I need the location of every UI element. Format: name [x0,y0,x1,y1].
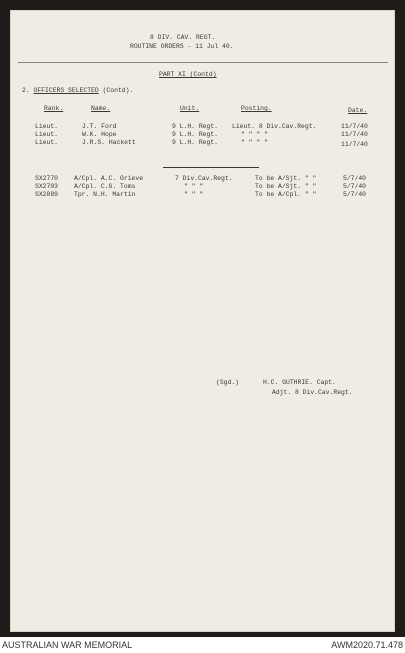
officer-row-3-name: J.R.S. Hackett [82,139,136,146]
other-row-3-unit: " " " [184,191,204,198]
header-unit: 8 DIV. CAV. REGT. [150,34,216,41]
other-row-2-number: SX2703 [35,183,59,190]
other-row-3-date: 5/7/40 [343,191,367,198]
col-header-date: Date. [348,107,368,114]
other-row-1-unit: 7 Div.Cav.Regt. [175,175,233,182]
other-row-2-unit: " " " [184,183,204,190]
officer-row-1-rank: Lieut. [35,123,59,130]
officer-row-3-date: 11/7/40 [341,141,368,148]
other-row-1-number: SX2770 [35,175,59,182]
other-row-1-rank-name: A/Cpl. A.C. Grieve [74,175,144,182]
col-header-posting: Posting. [241,105,272,112]
separator-rule [163,167,259,168]
other-row-2-rank-name: A/Cpl. C.G. Toms [74,183,136,190]
signature-title: Adjt. 8 Div.Cav.Regt. [272,389,353,396]
other-row-2-posting: To be A/Sjt. " " [255,183,317,190]
officer-row-2-name: W.K. Hope [82,131,117,138]
col-header-unit: Unit. [180,105,200,112]
header-orders-date: ROUTINE ORDERS - 11 Jul 40. [130,43,234,50]
officer-row-3-unit: 9 L.H. Regt. [172,139,219,146]
top-rule [18,62,388,63]
other-row-1-posting: To be A/Sjt. " " [255,175,317,182]
officer-row-1-unit: 9 L.H. Regt. [172,123,219,130]
officer-row-2-unit: 9 L.H. Regt. [172,131,219,138]
officer-row-1-posting: Lieut. 8 Div.Cav.Regt. [232,123,317,130]
part-title: PART XI (Contd) [159,71,217,78]
officer-row-2-rank: Lieut. [35,131,59,138]
other-row-3-rank-name: Tpr. N.H. Martin [74,191,136,198]
officer-row-1-name: J.T. Ford [82,123,117,130]
other-row-1-date: 5/7/40 [343,175,367,182]
footer-accession-number: AWM2020.71.478 [331,640,403,650]
other-row-3-number: SX2889 [35,191,59,198]
footer-institution: AUSTRALIAN WAR MEMORIAL [2,640,133,650]
document-page [10,10,395,632]
section-heading [22,87,133,95]
col-header-rank: Rank. [44,105,64,112]
signature-name: H.C. GUTHRIE. Capt. [263,379,336,386]
officer-row-3-posting: " " " " [241,139,268,146]
col-header-name: Name. [91,105,111,112]
archive-footer [0,637,405,653]
signature-sgd: (Sgd.) [216,379,240,386]
officer-row-3-rank: Lieut. [35,139,59,146]
section-title: OFFICERS SELECTED [33,87,99,94]
officer-row-2-posting: " " " " [241,131,268,138]
officer-row-1-date: 11/7/40 [341,123,368,130]
section-number: 2. [22,87,30,94]
other-row-2-date: 5/7/40 [343,183,367,190]
section-suffix: (Contd). [102,87,134,94]
officer-row-2-date: 11/7/40 [341,131,368,138]
other-row-3-posting: To be A/Cpl. " " [255,191,317,198]
